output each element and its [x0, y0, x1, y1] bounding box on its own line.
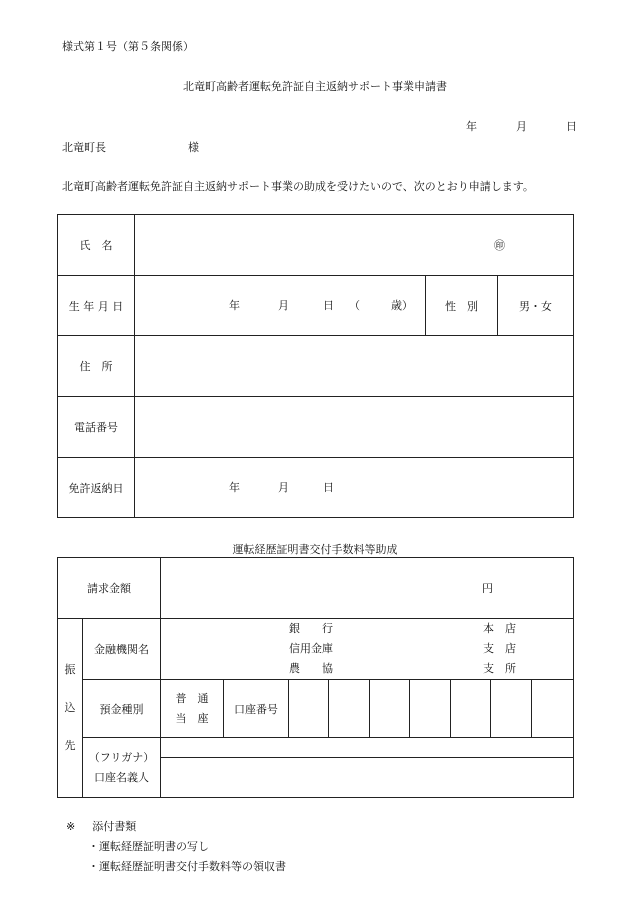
subsidy-section-title: 運転経歴証明書交付手数料等助成: [232, 543, 398, 556]
name-label: 氏 名: [58, 215, 135, 276]
attachment-item-2: ・運転経歴証明書交付手数料等の領収書: [88, 860, 286, 873]
institution-field[interactable]: [161, 619, 574, 680]
yen-unit: 円: [482, 582, 494, 595]
subsidy-table: [57, 557, 574, 798]
transfer-char-2: 込: [64, 701, 76, 714]
name-field[interactable]: [135, 215, 574, 276]
furigana-field[interactable]: [161, 738, 574, 758]
branch-main[interactable]: 本 店: [483, 622, 516, 635]
account-digit-6[interactable]: [491, 680, 532, 738]
account-holder-label: [83, 738, 161, 798]
age-open: （: [349, 299, 360, 312]
account-digit-2[interactable]: [329, 680, 370, 738]
return-day: 日: [323, 481, 334, 494]
addressee-honorific: 様: [188, 141, 199, 154]
address-label: 住 所: [58, 336, 135, 397]
form-number: 様式第１号（第５条関係）: [62, 40, 194, 53]
return-year: 年: [229, 481, 240, 494]
date-line: [466, 118, 577, 134]
transfer-char-1: 振: [64, 663, 76, 676]
branch-type-list: [483, 619, 516, 679]
dob-field[interactable]: [135, 276, 426, 336]
institution-bank[interactable]: 銀 行: [289, 622, 333, 635]
seal-mark: ㊞: [494, 239, 506, 252]
return-month: 月: [278, 481, 289, 494]
phone-field[interactable]: [135, 397, 574, 458]
attachments-mark: ※: [66, 820, 76, 833]
holder-label: 口座名義人: [94, 770, 149, 784]
deposit-ordinary[interactable]: 普 通: [175, 691, 209, 705]
gender-choice[interactable]: 男・女: [498, 276, 574, 336]
claim-amount-field[interactable]: [161, 558, 574, 619]
attachments-heading-text: 添付書類: [92, 820, 137, 833]
holder-field[interactable]: [161, 758, 574, 798]
claim-amount-label: 請求金額: [58, 558, 161, 619]
return-date-label: 免許返納日: [58, 458, 135, 518]
date-day: 日: [566, 120, 577, 133]
date-month: 月: [516, 120, 527, 133]
branch-branch[interactable]: 支 店: [483, 642, 516, 655]
attachments-heading: [66, 818, 136, 834]
applicant-table: [57, 214, 574, 518]
account-digit-4[interactable]: [410, 680, 451, 738]
institution-label: 金融機関名: [83, 619, 161, 680]
account-digit-5[interactable]: [451, 680, 491, 738]
phone-label: 電話番号: [58, 397, 135, 458]
return-date-field[interactable]: [135, 458, 574, 518]
account-number-label: 口座番号: [224, 680, 289, 738]
transfer-char-3: 先: [64, 739, 76, 752]
deposit-type-label: 預金種別: [83, 680, 161, 738]
account-digit-3[interactable]: [370, 680, 410, 738]
furigana-label: （フリガナ）: [88, 750, 155, 764]
form-title: 北竜町高齢者運転免許証自主返納サポート事業申請書: [183, 80, 447, 93]
dob-year: 年: [229, 299, 240, 312]
institution-nokyo[interactable]: 農 協: [289, 662, 333, 675]
gender-label: 性 別: [426, 276, 498, 336]
address-field[interactable]: [135, 336, 574, 397]
dob-label: 生 年 月 日: [58, 276, 135, 336]
institution-shinkin[interactable]: 信用金庫: [289, 642, 333, 655]
intro-text: 北竜町高齢者運転免許証自主返納サポート事業の助成を受けたいので、次のとおり申請します。: [62, 180, 534, 193]
date-year: 年: [466, 120, 477, 133]
account-digit-1[interactable]: [289, 680, 329, 738]
dob-month: 月: [278, 299, 289, 312]
branch-sub[interactable]: 支 所: [483, 662, 516, 675]
addressee-name: 北竜町長: [62, 141, 106, 154]
deposit-type-choice[interactable]: [161, 680, 224, 738]
dob-day: 日: [323, 299, 334, 312]
age-close: 歳）: [391, 299, 413, 312]
transfer-label: [58, 619, 83, 798]
institution-type-list: [289, 619, 333, 679]
attachment-item-1: ・運転経歴証明書の写し: [88, 840, 209, 853]
deposit-current[interactable]: 当 座: [175, 711, 209, 725]
account-digit-7[interactable]: [532, 680, 574, 738]
